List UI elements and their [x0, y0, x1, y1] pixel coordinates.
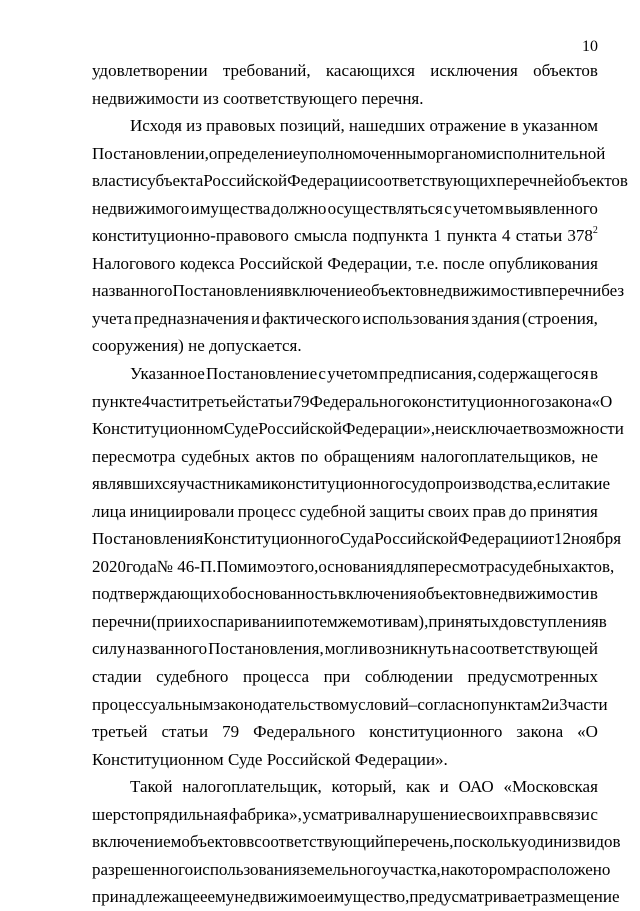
- line-text: Конституционном Суде Российской Федерации».: [92, 749, 448, 769]
- word: Постановления,: [208, 639, 324, 659]
- word: в: [246, 832, 255, 852]
- text-line: [92, 608, 607, 636]
- word: Российской: [258, 419, 343, 439]
- word: принятых: [428, 611, 500, 631]
- word: Постановление: [206, 364, 318, 384]
- word: недвижимое: [234, 887, 325, 907]
- word: № 46-П.: [156, 556, 217, 576]
- word: участка,: [381, 859, 441, 879]
- word: Российской: [239, 253, 323, 273]
- word: позиций,: [279, 116, 345, 136]
- word: котором: [457, 859, 517, 879]
- word: объектов: [533, 61, 598, 80]
- word: по: [300, 446, 319, 466]
- word: предназначения: [133, 308, 249, 328]
- word: предписания,: [379, 364, 477, 384]
- word: могли: [324, 639, 368, 659]
- text-line: [92, 525, 622, 553]
- word: имущество,: [324, 887, 410, 907]
- word: объектов: [417, 584, 483, 604]
- word: в: [598, 611, 607, 631]
- word: пункта: [446, 226, 497, 246]
- word: Такой: [130, 777, 173, 797]
- word: включением: [92, 832, 182, 852]
- word: Постановления: [92, 529, 204, 549]
- word: соответствующих: [367, 171, 497, 191]
- word: лица: [92, 501, 127, 521]
- word: ему: [207, 887, 235, 907]
- word: основания: [318, 556, 394, 576]
- word: названного: [126, 639, 208, 659]
- word: судебного: [156, 667, 229, 687]
- word: смысла: [294, 226, 348, 246]
- word: исключения: [430, 61, 518, 80]
- word: защиты: [369, 501, 425, 521]
- word: и: [439, 777, 449, 797]
- word: включения: [337, 584, 417, 604]
- text-line: [92, 883, 620, 911]
- word: в: [589, 584, 598, 604]
- word: в: [510, 116, 519, 136]
- word: являвшихся: [92, 474, 178, 494]
- word: налогоплательщиков,: [420, 446, 576, 466]
- word: подтверждающих: [92, 584, 221, 604]
- word: без: [601, 281, 625, 301]
- word: третьей: [190, 391, 246, 411]
- word: не: [581, 446, 598, 466]
- word: должно: [271, 198, 327, 218]
- text-line: [92, 112, 598, 140]
- word: предусматривает: [409, 887, 533, 907]
- word: предусмотренных: [467, 667, 598, 687]
- word: земельного: [299, 859, 382, 879]
- word: учетом: [327, 364, 378, 384]
- word: обращениям: [324, 446, 415, 466]
- word: судебных: [181, 446, 250, 466]
- word: ОАО: [458, 777, 494, 797]
- word: 79: [222, 722, 240, 742]
- word: ноября: [571, 529, 622, 549]
- text-line: [92, 305, 598, 333]
- word: части: [567, 694, 608, 714]
- word: статьи: [245, 391, 293, 411]
- word: соблюдении: [364, 667, 453, 687]
- word: Конституционном: [92, 419, 224, 439]
- word: из: [562, 832, 579, 852]
- word: прав: [508, 804, 542, 824]
- word: с: [444, 198, 452, 218]
- word: который,: [331, 777, 397, 797]
- word: судопроизводства,: [403, 474, 537, 494]
- word: т.е.: [416, 253, 439, 273]
- text-line: [92, 746, 598, 774]
- word: в: [534, 281, 543, 301]
- word: принадлежащее: [92, 887, 208, 907]
- word: пересмотра: [418, 556, 503, 576]
- word: содержащегося: [477, 364, 589, 384]
- word: судебной: [299, 501, 366, 521]
- word: до: [509, 501, 527, 521]
- word: усматривал: [302, 804, 386, 824]
- word: недвижимости: [427, 281, 535, 301]
- document-body: [92, 57, 628, 911]
- word: 79: [292, 391, 310, 411]
- word: от: [538, 529, 555, 549]
- text-line: [92, 57, 598, 85]
- page-number: 10: [582, 38, 598, 55]
- word: Помимо: [216, 556, 277, 576]
- word: тем: [311, 611, 338, 631]
- word: органом: [427, 143, 487, 163]
- word: имущества: [190, 198, 271, 218]
- word: здания: [471, 308, 520, 328]
- word: Федерации»,: [342, 419, 436, 439]
- word: объектов: [362, 281, 428, 301]
- word: фактического: [262, 308, 361, 328]
- word: статьи: [515, 226, 563, 246]
- word: инициировали: [129, 501, 235, 521]
- word: из: [186, 116, 202, 136]
- word: условий: [349, 694, 409, 714]
- word: при: [323, 667, 351, 687]
- word: субъекта: [139, 171, 204, 191]
- word: правовых: [206, 116, 276, 136]
- word: с: [590, 804, 598, 824]
- word: исполнительной: [486, 143, 606, 163]
- word: «Московская: [503, 777, 598, 797]
- word: Конституционного: [203, 529, 340, 549]
- word: выявленного: [505, 198, 598, 218]
- word: законодательством: [213, 694, 350, 714]
- word: же: [337, 611, 357, 631]
- word: нарушение: [386, 804, 466, 824]
- word: с: [318, 364, 326, 384]
- word: указанном: [522, 116, 598, 136]
- word: закона: [516, 722, 564, 742]
- word: 4: [141, 391, 151, 411]
- text-line: [92, 718, 598, 746]
- word: налогоплательщик,: [182, 777, 322, 797]
- word: конституционно-правового: [92, 226, 289, 246]
- word: по: [294, 611, 312, 631]
- text-line: [92, 856, 611, 884]
- text-line: [92, 635, 598, 663]
- word: перечни: [542, 281, 602, 301]
- word: фабрика»,: [228, 804, 302, 824]
- text-line: [92, 250, 598, 278]
- text-line: [92, 167, 628, 195]
- word: удовлетворении: [92, 61, 208, 80]
- text-line: [92, 388, 613, 416]
- word: вступления: [516, 611, 599, 631]
- word: исключает: [451, 419, 529, 439]
- text-line: [92, 415, 624, 443]
- word: года: [126, 556, 157, 576]
- text-line: [92, 498, 598, 526]
- word: возможности: [528, 419, 624, 439]
- word: использования: [193, 859, 300, 879]
- word: на: [440, 859, 458, 879]
- word: возникнуть: [368, 639, 452, 659]
- text-line: [92, 332, 598, 360]
- text-line: [92, 195, 598, 223]
- word: $378^2$: [567, 224, 598, 246]
- word: части: [150, 391, 191, 411]
- word: учетом: [453, 198, 504, 218]
- word: Федерации,: [327, 253, 412, 273]
- word: опубликования: [488, 253, 598, 273]
- word: в: [542, 804, 551, 824]
- text-line: [92, 222, 598, 250]
- word: процессуальным: [92, 694, 214, 714]
- word: названного: [92, 281, 173, 301]
- word: соответствующий: [254, 832, 385, 852]
- word: объектов: [181, 832, 247, 852]
- word: «О: [591, 391, 613, 411]
- word: участниками: [177, 474, 271, 494]
- word: Суде: [223, 419, 259, 439]
- word: требований,: [222, 61, 311, 80]
- word: нашедших: [348, 116, 426, 136]
- word: Исходя: [130, 116, 182, 136]
- word: перечни: [92, 611, 152, 631]
- word: осуществляться: [327, 198, 444, 218]
- word: учета: [92, 308, 132, 328]
- word: принятия: [529, 501, 598, 521]
- text-line: [92, 470, 611, 498]
- word: шерстопрядильная: [92, 804, 229, 824]
- word: перечень,: [384, 832, 454, 852]
- word: разрешенного: [92, 859, 194, 879]
- word: согласно: [417, 694, 481, 714]
- word: размещение: [532, 887, 620, 907]
- word: процесс: [237, 501, 296, 521]
- word: Федерального: [253, 722, 356, 742]
- word: соответствующей: [469, 639, 598, 659]
- word: своих: [427, 501, 470, 521]
- word: кодекса: [179, 253, 235, 273]
- word: этого,: [276, 556, 319, 576]
- word: касающихся: [325, 61, 415, 80]
- word: определение: [208, 143, 301, 163]
- text-line: [92, 360, 598, 388]
- word: конституционного: [270, 474, 404, 494]
- text-line: [92, 140, 606, 168]
- word: использования: [362, 308, 470, 328]
- word: пересмотра: [92, 446, 176, 466]
- text-line: [92, 828, 621, 856]
- word: пункте: [92, 391, 142, 411]
- word: Федерации: [458, 529, 539, 549]
- word: третьей: [92, 722, 148, 742]
- word: связи: [550, 804, 590, 824]
- word: расположено: [516, 859, 611, 879]
- word: до: [499, 611, 517, 631]
- word: 12: [554, 529, 572, 549]
- word: Налогового: [92, 253, 176, 273]
- text-line: [92, 580, 598, 608]
- line-text: сооружения) не допускается.: [92, 336, 302, 356]
- text-line: [92, 801, 598, 829]
- word: стадии: [92, 667, 142, 687]
- text-line: [92, 773, 598, 801]
- superscript: 2: [592, 224, 598, 236]
- word: перечней: [496, 171, 564, 191]
- word: Постановлении,: [92, 143, 209, 163]
- word: Постановления: [172, 281, 284, 301]
- word: судебных: [502, 556, 571, 576]
- text-line: [92, 691, 608, 719]
- word: власти: [92, 171, 140, 191]
- word: конституционного: [369, 722, 503, 742]
- word: недвижимого: [92, 198, 190, 218]
- word: статьи: [161, 722, 209, 742]
- word: актов: [255, 446, 295, 466]
- word: один: [527, 832, 563, 852]
- word: оспаривании: [200, 611, 295, 631]
- word: пунктам: [480, 694, 542, 714]
- word: после: [442, 253, 485, 273]
- text-line: [92, 663, 598, 691]
- word: Федерального: [309, 391, 412, 411]
- word: 4: [502, 226, 511, 246]
- word: объектов: [563, 171, 628, 191]
- word: Суда: [339, 529, 375, 549]
- word: в: [589, 364, 598, 384]
- word: уполномоченным: [300, 143, 428, 163]
- word: 2020: [92, 556, 126, 576]
- word: (при: [151, 611, 184, 631]
- word: Российской: [374, 529, 459, 549]
- word: Указанное: [130, 364, 205, 384]
- line-text: недвижимости из соответствующего перечня.: [92, 88, 424, 108]
- word: Российской: [203, 171, 288, 191]
- text-line: [92, 553, 615, 581]
- word: если: [536, 474, 570, 494]
- text-line: [92, 85, 598, 113]
- text-line: [92, 443, 598, 471]
- word: их: [183, 611, 201, 631]
- word: (строения,: [522, 308, 598, 328]
- word: 3: [558, 694, 568, 714]
- word: –: [408, 694, 418, 714]
- word: не: [435, 419, 452, 439]
- word: актов,: [570, 556, 615, 576]
- word: своих: [466, 804, 508, 824]
- word: прав: [472, 501, 506, 521]
- word: закона: [544, 391, 592, 411]
- word: обоснованность: [220, 584, 338, 604]
- word: подпункта: [352, 226, 429, 246]
- word: и: [549, 694, 559, 714]
- word: Федерации: [287, 171, 368, 191]
- word: отражение: [429, 116, 507, 136]
- word: силу: [92, 639, 126, 659]
- word: поскольку: [453, 832, 528, 852]
- word: 1: [433, 226, 442, 246]
- word: такие: [569, 474, 611, 494]
- word: «О: [577, 722, 598, 742]
- word: видов: [578, 832, 621, 852]
- word: 2: [541, 694, 550, 714]
- word: для: [393, 556, 419, 576]
- text-line: [92, 277, 625, 305]
- word: как: [406, 777, 430, 797]
- word: процесса: [242, 667, 309, 687]
- word: включение: [283, 281, 363, 301]
- word: и: [251, 308, 261, 328]
- word: конституционного: [411, 391, 545, 411]
- word: недвижимости: [482, 584, 590, 604]
- word: мотивам),: [356, 611, 429, 631]
- word: на: [452, 639, 469, 659]
